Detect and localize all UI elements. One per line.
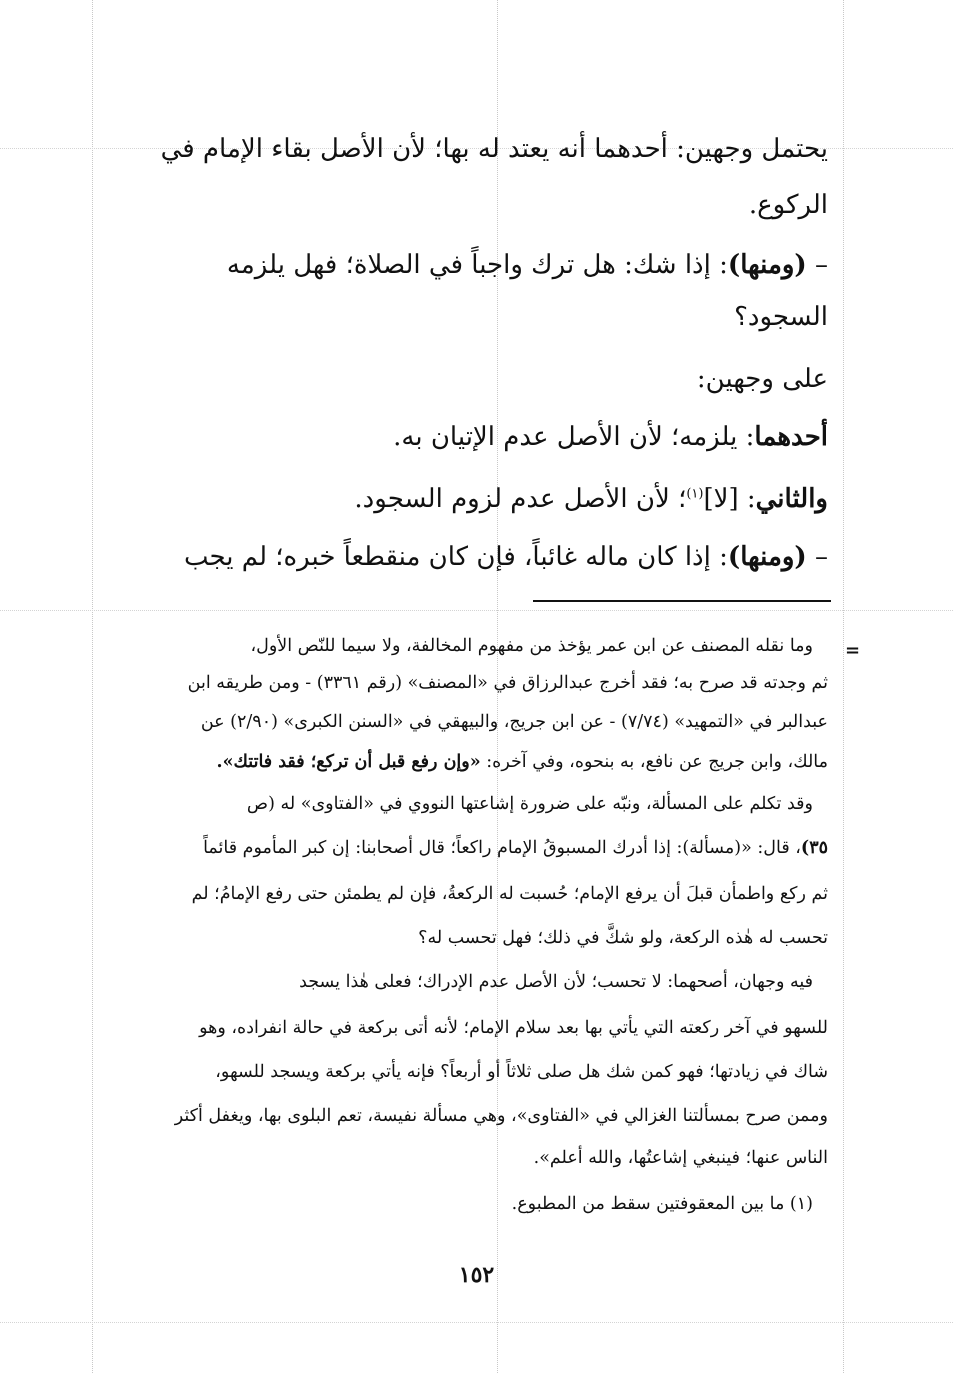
footnote-line: شاك في زيادتها؛ فهو كمن شك هل صلى ثلاثاً أو أربعاً؟ فإنه يأتي بركعة ويسجد للسهو، [215,1062,828,1082]
footnote-line: عبدالبر في «التمهيد» (٧/٧٤) - عن ابن جريج، والبيهقي في «السنن الكبرى» (٢/٩٠) عن [200,712,828,732]
footnote-separator [533,600,831,602]
footnote-line: ثم وجدته قد صرح به؛ فقد أخرج عبدالرزاق في «المصنف» (رقم ٣٣٦١) - ومن طريقه ابن [187,673,828,693]
text: ؛ لأن الأصل عدم لزوم السجود. [354,484,687,514]
footnote-line: ثم ركع واطمأن قبلَ أن يرفع الإمام؛ حُسبت له الركعةُ، فإن لم يطمئن حتى رفع الإمامُ؛ لم [191,884,828,904]
bold-label: أحدهما [754,422,828,452]
main-text-line [184,542,828,572]
page-number: ١٥٢ [458,1262,495,1288]
footnote-line [203,838,828,858]
footnote-line [217,752,828,772]
bold-label: والثاني [755,484,828,514]
main-text-line [227,250,828,280]
footnote-line: للسهو في آخر ركعته التي يأتي بها بعد سلام الإمام؛ لأنه أتى بركعة في حالة انفراده، وهو [199,1018,828,1038]
main-text-line: يحتمل وجهين: أحدهما أنه يعتد له بها؛ لأن الأصل بقاء الإمام في [160,134,828,164]
footnote-line: وقد تكلم على المسألة، ونبّه على ضرورة إشاعتها النووي في «الفتاوى» له (ص [246,794,813,814]
dash: – [815,542,828,572]
dash: – [815,250,828,280]
text: ، قال: «(مسألة): إذا أدرك المسبوقُ الإمام راكعاً؛ قال أصحابنا: إن كبر المأموم قائماً [203,838,801,858]
bold-label: (ومنها) [727,250,807,280]
scan-dot-line [0,1322,953,1323]
text: : إذا كان ماله غائباً، فإن كان منقطعاً خبره؛ لم يجب [183,542,728,572]
text: مالك، وابن جريج عن نافع، به بنحوه، وفي آخره: [480,752,828,772]
footnote-line: وما نقله المصنف عن ابن عمر يؤخذ من مفهوم المخالفة، ولا سيما للنّص الأول، [250,636,813,656]
text: : [لا] [703,484,756,514]
scan-dot-line [92,0,93,1373]
bold-label: ٣٥) [800,838,828,858]
text: : إذا شك: هل ترك واجباً في الصلاة؛ فهل يلزمه [226,250,728,280]
quote: «وإن رفع قبل أن تركع؛ فقد فاتتك». [216,752,481,772]
footnote-line: (١) ما بين المعقوفتين سقط من المطبوع. [511,1194,813,1214]
continuation-mark: = [845,640,861,661]
footnote-line: فيه وجهان، أصحهما: لا تحسب؛ لأن الأصل عدم الإدراك؛ فعلى هٰذا يسجد [299,972,813,992]
main-text-line: الركوع. [748,190,828,220]
bold-label: (ومنها) [727,542,807,572]
scan-dot-line [0,610,953,611]
text: : يلزمه؛ لأن الأصل عدم الإتيان به. [393,422,755,452]
footnote-line: وممن صرح بمسألتنا الغزالي في «الفتاوى»، وهي مسألة نفيسة، تعم البلوى بها، ويغفل أكثر [174,1106,828,1126]
footnote-ref[interactable]: (١) [686,486,704,502]
main-text-line [354,484,828,514]
main-text-line: السجود؟ [734,302,828,332]
footnote-line: تحسب له هٰذه الركعة، ولو شكَّ في ذلك؛ فهل تحسب له؟ [418,928,828,948]
scan-dot-line [843,0,844,1373]
main-text-line [393,422,828,452]
main-text-line: على وجهين: [696,364,828,394]
footnote-line: الناس عنها؛ فينبغي إشاعتُها، والله أعلم». [533,1148,828,1168]
